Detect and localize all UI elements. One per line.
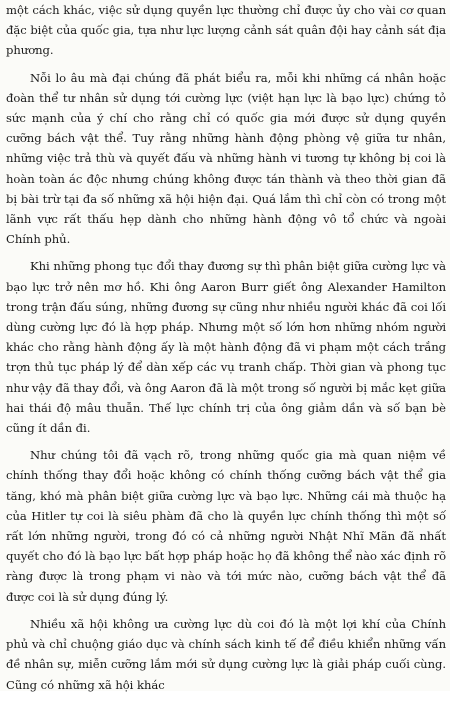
paragraph-1: một cách khác, việc sử dụng quyền lực thường chỉ được ủy cho vài cơ quan đặc biệt của quốc gia, tựa như lực lượng cảnh sát quân đội hay cảnh sát địa phương.: [6, 3, 446, 58]
paragraph-5: Nhiều xã hội không ưa cường lực dù coi đó là một lợi khí của Chính phủ và chỉ chuộng giáo dục và chính sách kinh tế để điều khiển những vấn đề nhân sự, miễn cưỡng lắm mới sử dụng cường lực là giải pháp cuối cùng. Cũng có những xã hội khác: [6, 616, 446, 692]
document-text-body: [6, 0, 446, 702]
paragraph-4: Như chúng tôi đã vạch rõ, trong những quốc gia mà quan niệm về chính thống thay đổi hoặc không có chính thống cưỡng bách vật thể gia tăng, khó mà phân biệt giữa cường lực và bạo lực. Những cái mà thuộc hạ của Hitler tự coi là siêu phàm đã cho là quyền lực chính thống thì một số rất lớn những người, trong đó có cả những người Nhật Nhĩ Mãn đã nhất quyết cho đó là bạo lực bất hợp pháp hoặc họ đã không thể nào xác định rõ ràng được là trong phạm vi nào và tới mức nào, cưỡng bách vật thể đã được coi là sử dụng đúng lý.: [6, 448, 446, 604]
paragraph-2: Nỗi lo âu mà đại chúng đã phát biểu ra, mỗi khi những cá nhân hoặc đoàn thể tư nhân sử dụng tới cường lực (việt hạn lực là bạo lực) chứng tỏ sức mạnh của ý chí cho rằng chỉ có quốc gia mới được sử dụng quyền cưỡng bách vật thể. Tuy rằng những hành động phòng vệ giữa tư nhân, những việc trả thù và quyết đấu và những hành vi tương tự không bị coi là hoàn toàn ác độc nhưng chúng không được tán thành và theo thời gian đã bị bài trừ tại đa số những xã hội hiện đại. Quá lắm thì chỉ còn có trong một lãnh vực rất thấu hẹp dành cho những hành động vô tổ chức và ngoài Chính phủ.: [6, 70, 446, 247]
paragraph-3: Khi những phong tục đổi thay đương sự thì phân biệt giữa cường lực và bạo lực trở nên mơ hồ. Khi ông Aaron Burr giết ông Alexander Hamilton trong trận đấu súng, những đương sự cũng như nhiều người khác đã coi lối dùng cường lực đó là hợp pháp. Nhưng một số lớn hơn những nhóm người khác cho rằng hành động ấy là một hành động đã vi phạm một cách trắng trợn thủ tục pháp lý để dàn xếp các vụ tranh chấp. Thời gian và phong tục như vậy đã thay đổi, và ông Aaron đã là một trong số người bị mắc kẹt giữa hai thái độ mâu thuẫn. Thế lực chính trị của ông giảm dần và số bạn bè cũng ít dần đi.: [6, 259, 446, 436]
